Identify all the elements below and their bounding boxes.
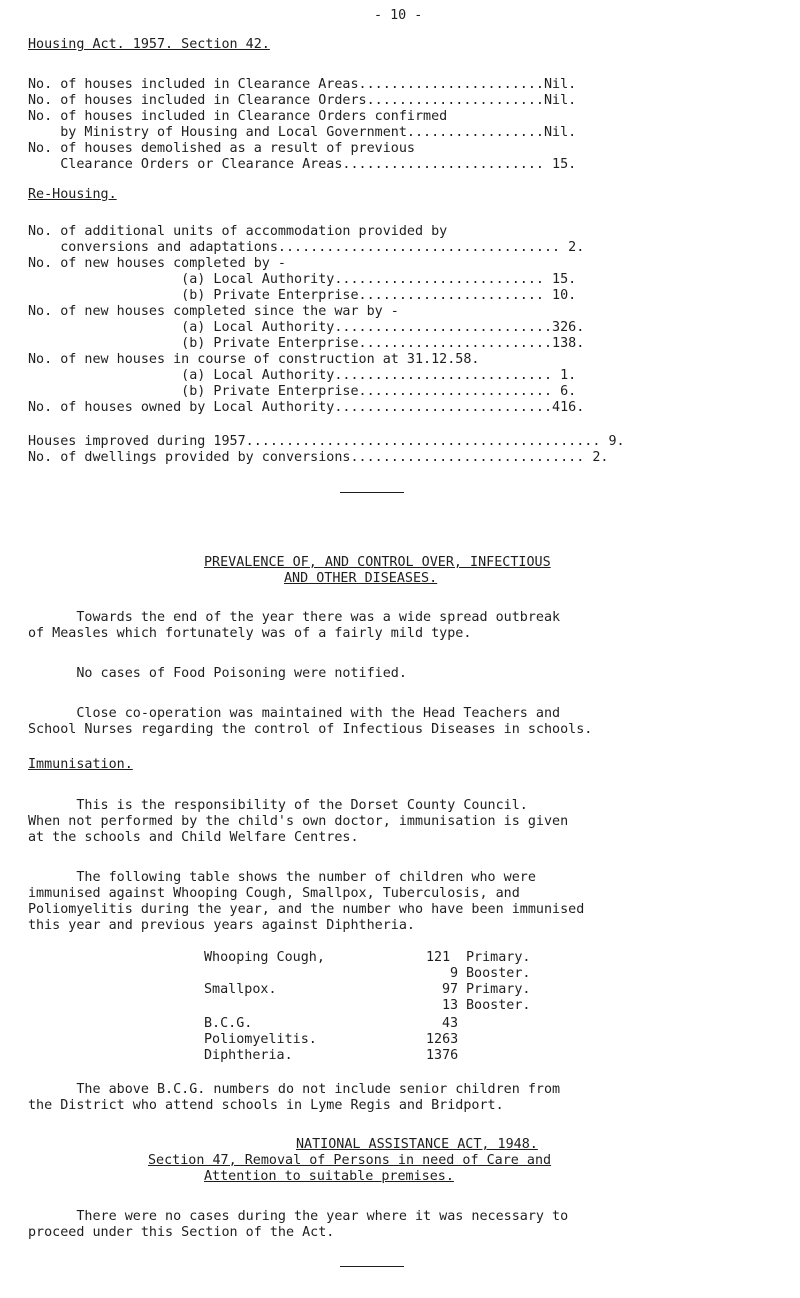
list-item: [28, 77, 576, 93]
row-label: No. of new houses completed since the war by -: [28, 304, 399, 319]
text-line: this year and previous years against Diphtheria.: [28, 918, 415, 933]
row-label: No. of dwellings provided by conversions.............................: [28, 450, 593, 465]
row-label: Clearance Orders or Clearance Areas.........................: [28, 157, 553, 172]
table-cell-count: 9: [450, 966, 459, 981]
text-line: School Nurses regarding the control of Infectious Diseases in schools.: [28, 722, 593, 737]
list-item: [28, 384, 576, 400]
row-value: 10.: [552, 288, 577, 303]
row-label: No. of additional units of accommodation provided by: [28, 224, 448, 239]
list-item: [28, 256, 286, 272]
text-line: of Measles which fortunately was of a fairly mild type.: [28, 626, 472, 641]
text-line: There were no cases during the year where it was necessary to: [28, 1209, 569, 1224]
list-item: [28, 288, 576, 304]
list-item: [28, 368, 576, 384]
row-label: (b) Private Enterprise........................: [28, 384, 561, 399]
table-cell-disease: Whooping Cough,: [204, 950, 325, 965]
row-label: (a) Local Authority...........................: [28, 368, 561, 383]
row-value: 9.: [608, 434, 625, 449]
row-value: 138.: [552, 336, 585, 351]
row-label: Houses improved during 1957............................................: [28, 434, 609, 449]
text-line: Towards the end of the year there was a wide spread outbreak: [28, 610, 561, 625]
table-cell-disease: Diphtheria.: [204, 1048, 293, 1063]
rehousing-heading: Re-Housing.: [28, 187, 117, 202]
row-label: No. of new houses in course of construction at 31.12.58.: [28, 352, 480, 367]
row-value: 6.: [560, 384, 577, 399]
table-cell-type: Primary.: [466, 950, 531, 965]
list-item: [28, 434, 625, 450]
text-line: When not performed by the child's own doctor, immunisation is given: [28, 814, 569, 829]
table-cell-count: 1263: [426, 1032, 459, 1047]
row-label: (b) Private Enterprise........................: [28, 336, 553, 351]
list-item: [28, 336, 584, 352]
table-cell-type: Booster.: [466, 998, 531, 1013]
list-item: [28, 93, 576, 109]
text-line: This is the responsibility of the Dorset County Council.: [28, 798, 528, 813]
row-value: 1.: [560, 368, 577, 383]
divider: [340, 1266, 404, 1267]
row-value: Nil.: [543, 125, 577, 140]
text-line: Close co-operation was maintained with the Head Teachers and: [28, 706, 561, 721]
table-cell-disease: Smallpox.: [204, 982, 277, 997]
list-item: [28, 224, 447, 240]
row-label: conversions and adaptations...................................: [28, 240, 569, 255]
national-assistance-subheading: Section 47, Removal of Persons in need of Care and: [148, 1153, 552, 1168]
text-line: The following table shows the number of children who were: [28, 870, 536, 885]
list-item: [28, 125, 576, 141]
row-label: (b) Private Enterprise.......................: [28, 288, 553, 303]
prevalence-subheading: AND OTHER DISEASES.: [284, 571, 438, 586]
list-item: [28, 109, 447, 125]
text-line: proceed under this Section of the Act.: [28, 1225, 335, 1240]
text-line: Poliomyelitis during the year, and the number who have been immunised: [28, 902, 585, 917]
table-cell-disease: B.C.G.: [204, 1016, 253, 1031]
list-item: [28, 240, 584, 256]
table-cell-count: 97: [442, 982, 459, 997]
list-item: [28, 450, 608, 466]
text-line: No cases of Food Poisoning were notified.: [28, 666, 407, 681]
row-label: (a) Local Authority...........................: [28, 320, 553, 335]
row-value: 15.: [552, 157, 577, 172]
table-cell-disease: Poliomyelitis.: [204, 1032, 317, 1047]
list-item: [28, 320, 584, 336]
row-label: No. of houses owned by Local Authority...........................: [28, 400, 553, 415]
row-label: by Ministry of Housing and Local Government.................: [28, 125, 544, 140]
list-item: [28, 141, 415, 157]
list-item: [28, 352, 479, 368]
list-item: [28, 304, 399, 320]
row-label: No. of houses included in Clearance Areas.......................: [28, 77, 544, 92]
row-value: Nil.: [543, 93, 577, 108]
list-item: [28, 157, 576, 173]
national-assistance-heading: NATIONAL ASSISTANCE ACT, 1948.: [296, 1137, 538, 1152]
list-item: [28, 400, 584, 416]
row-label: No. of houses included in Clearance Orders......................: [28, 93, 544, 108]
row-value: 326.: [552, 320, 585, 335]
table-cell-type: Primary.: [466, 982, 531, 997]
row-label: (a) Local Authority..........................: [28, 272, 553, 287]
row-value: 15.: [552, 272, 577, 287]
row-label: No. of houses demolished as a result of previous: [28, 141, 415, 156]
row-label: No. of houses included in Clearance Orders confirmed: [28, 109, 448, 124]
divider: [340, 492, 404, 493]
page-number: - 10 -: [374, 8, 423, 23]
table-cell-count: 1376: [426, 1048, 459, 1063]
text-line: immunised against Whooping Cough, Smallpox, Tuberculosis, and: [28, 886, 520, 901]
national-assistance-subheading-2: Attention to suitable premises.: [204, 1169, 454, 1184]
table-cell-count: 13: [442, 998, 459, 1013]
housing-act-heading: Housing Act. 1957. Section 42.: [28, 37, 270, 52]
table-cell-count: 121: [426, 950, 451, 965]
table-cell-count: 43: [442, 1016, 459, 1031]
text-line: The above B.C.G. numbers do not include senior children from: [28, 1082, 561, 1097]
row-value: 2.: [592, 450, 609, 465]
row-value: 2.: [568, 240, 585, 255]
row-value: Nil.: [543, 77, 577, 92]
immunisation-heading: Immunisation.: [28, 757, 133, 772]
text-line: the District who attend schools in Lyme Regis and Bridport.: [28, 1098, 504, 1113]
row-label: No. of new houses completed by -: [28, 256, 286, 271]
text-line: at the schools and Child Welfare Centres.: [28, 830, 359, 845]
list-item: [28, 272, 576, 288]
table-cell-type: Booster.: [466, 966, 531, 981]
prevalence-heading: PREVALENCE OF, AND CONTROL OVER, INFECTIOUS: [204, 555, 551, 570]
row-value: 416.: [552, 400, 585, 415]
